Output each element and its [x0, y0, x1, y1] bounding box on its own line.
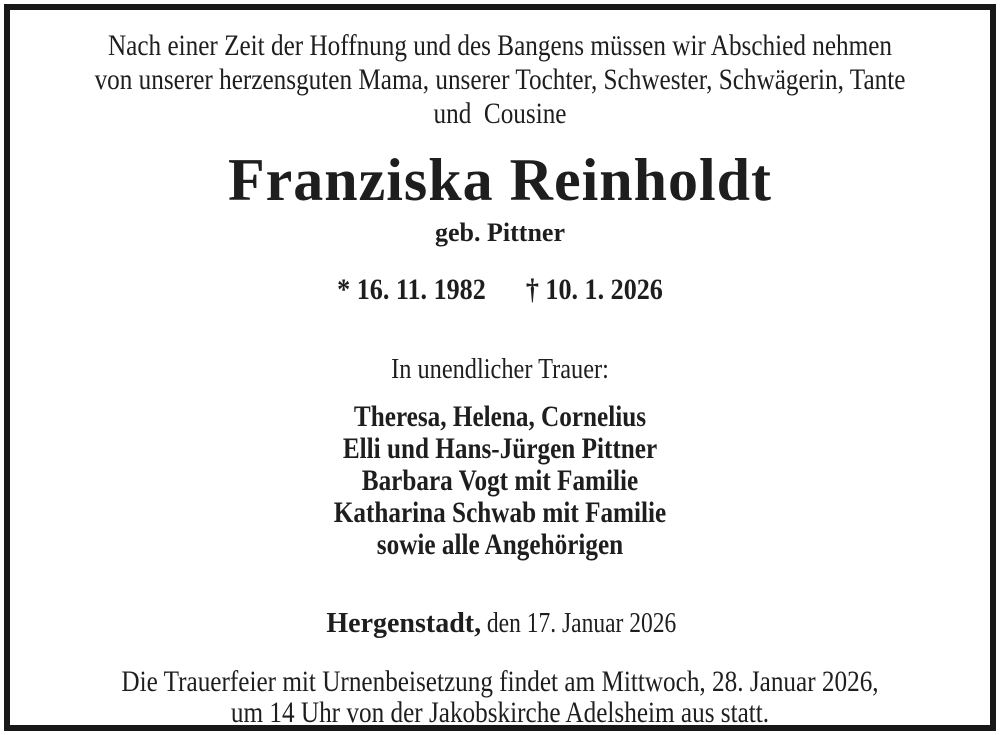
- mourner-line: Elli und Hans-Jürgen Pittner: [342, 432, 658, 465]
- mourner-line: Barbara Vogt mit Familie: [361, 464, 639, 497]
- life-dates: [74, 273, 927, 307]
- intro-line-1: Nach einer Zeit der Hoffnung und des Bangens müssen wir Abschied nehmen: [107, 29, 893, 62]
- funeral-line-1: Die Trauerfeier mit Urnenbeisetzung findet am Mittwoch, 28. Januar 2026,: [121, 665, 879, 698]
- mourning-intro: In unendlicher Trauer:: [391, 353, 609, 385]
- funeral-info: [10, 666, 990, 728]
- maiden-name: geb. Pittner: [435, 218, 565, 247]
- intro-line-2: von unserer herzensguten Mama, unserer Tochter, Schwester, Schwägerin, Tante: [94, 63, 906, 96]
- place-date: den 17. Januar 2026: [481, 608, 677, 639]
- obituary-border-frame: [4, 4, 996, 731]
- intro-text: [10, 29, 990, 131]
- death-date: † 10. 1. 2026: [525, 273, 663, 306]
- place-name: Hergenstadt,: [326, 608, 482, 639]
- intro-line-3: und Cousine: [433, 97, 567, 130]
- place-date-line: [10, 608, 990, 640]
- mourners-list: [10, 401, 990, 561]
- mourner-line: sowie alle Angehörigen: [376, 528, 624, 561]
- deceased-name: Franziska Reinholdt: [227, 147, 773, 213]
- birth-date: * 16. 11. 1982: [337, 273, 486, 306]
- mourner-line: Theresa, Helena, Cornelius: [353, 400, 647, 433]
- funeral-line-2: um 14 Uhr von der Jakobskirche Adelsheim aus statt.: [230, 696, 770, 729]
- mourner-line: Katharina Schwab mit Familie: [333, 496, 667, 529]
